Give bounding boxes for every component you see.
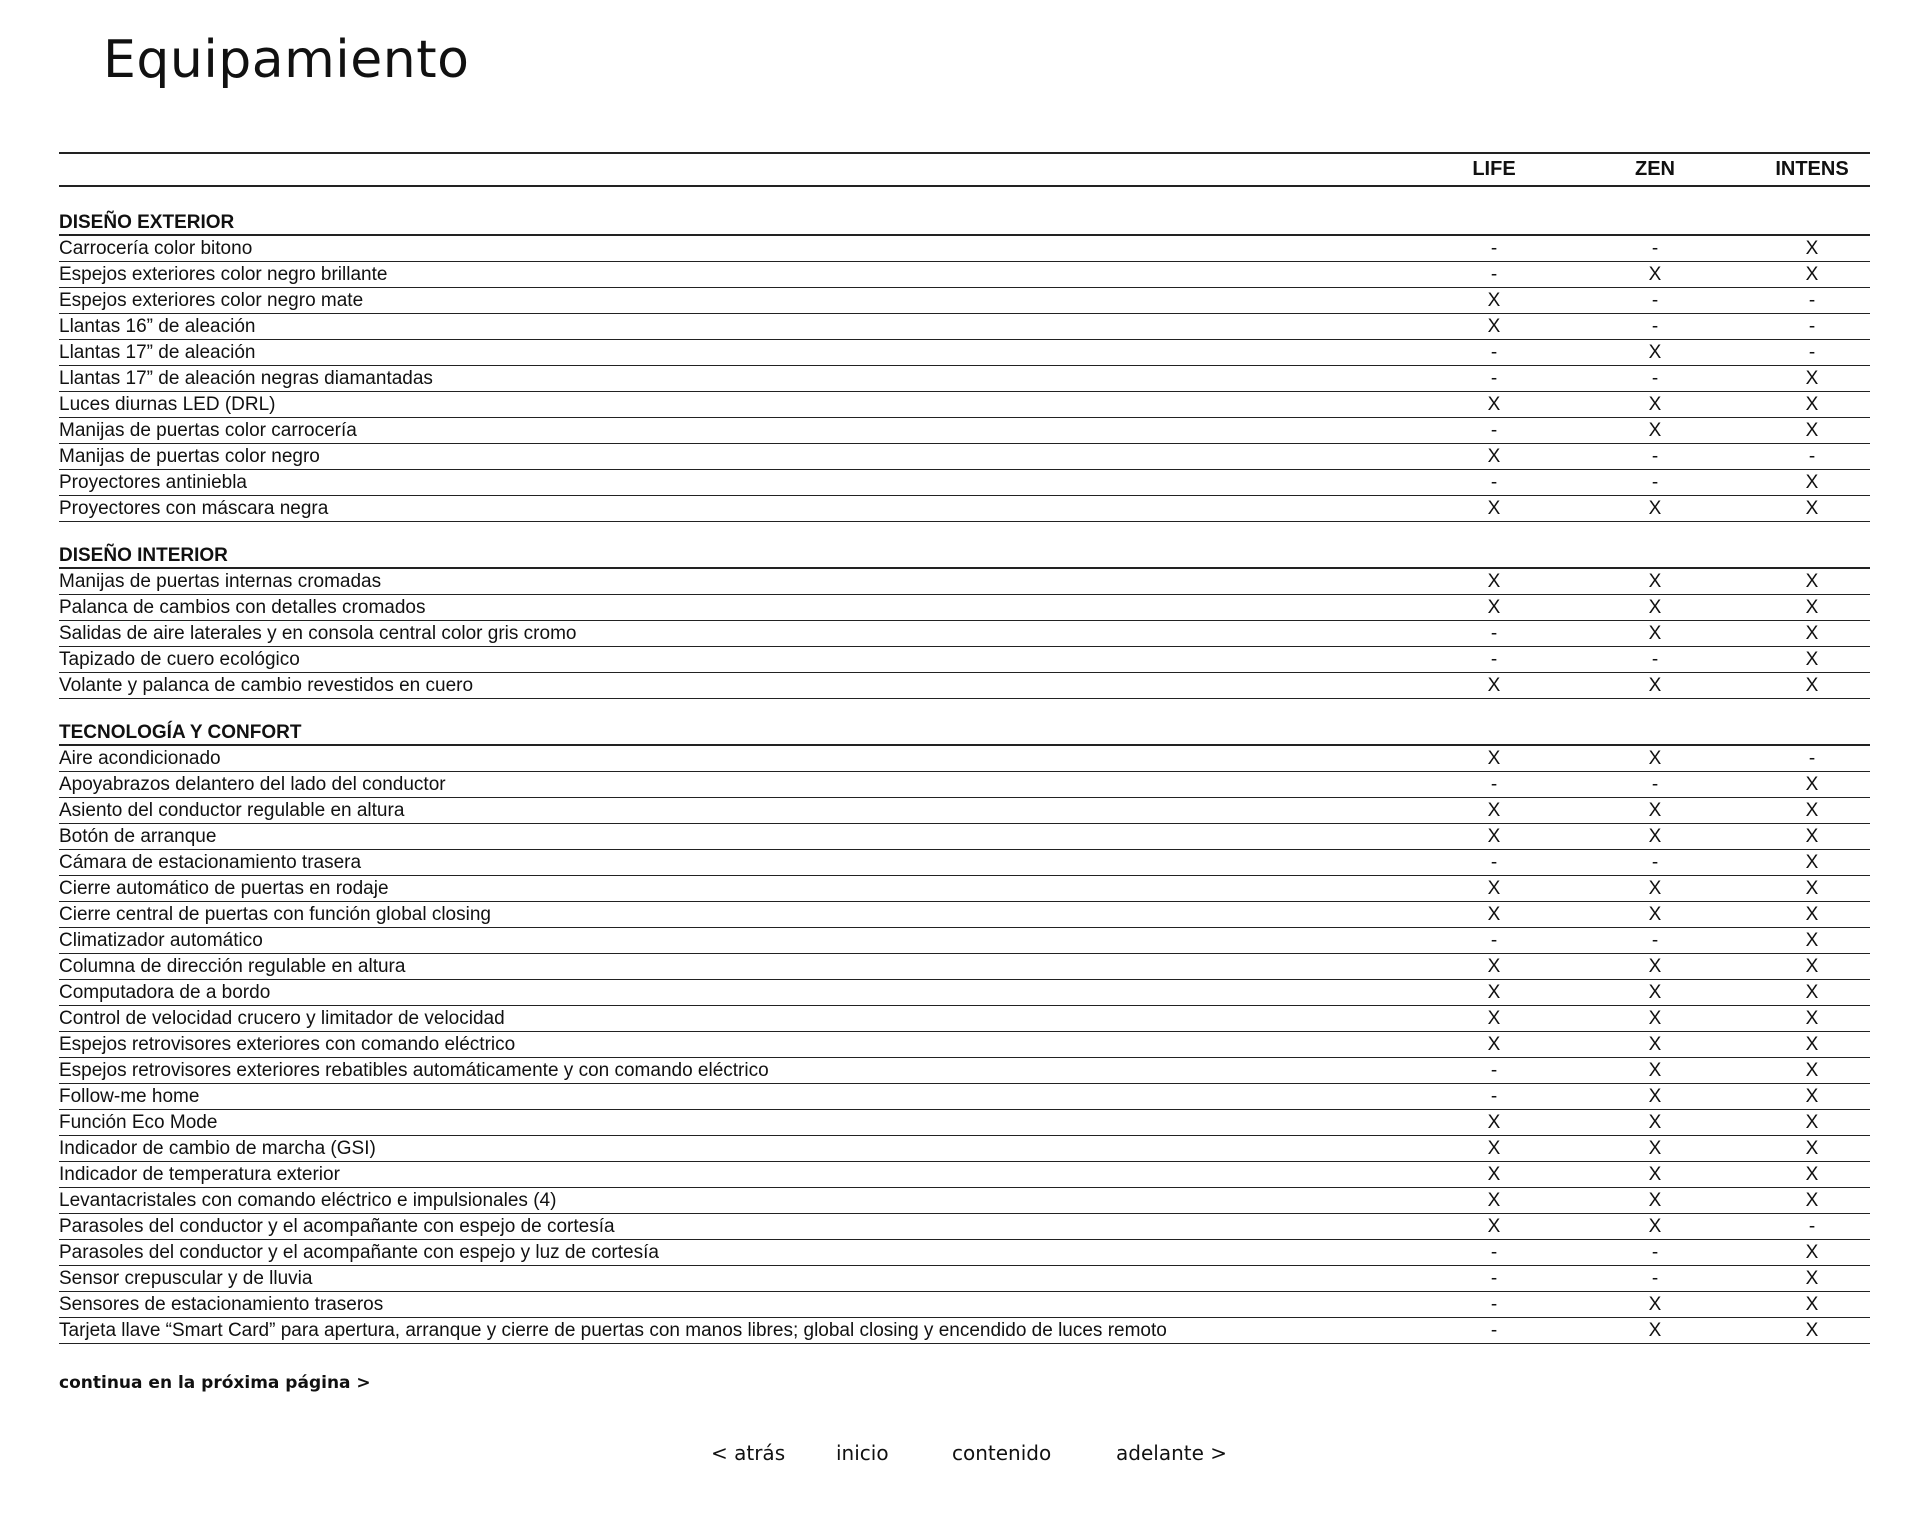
table-row bbox=[59, 1318, 1870, 1344]
cell-value: X bbox=[1487, 1112, 1501, 1133]
cell-value: - bbox=[1490, 649, 1498, 670]
cell-value: - bbox=[1490, 1086, 1498, 1107]
table-row bbox=[59, 236, 1870, 262]
cell-value: X bbox=[1805, 472, 1819, 493]
cell-value: X bbox=[1487, 1034, 1501, 1055]
row-label: Espejos exteriores color negro mate bbox=[59, 290, 364, 311]
page-title: Equipamiento bbox=[103, 30, 470, 90]
cell-value: X bbox=[1487, 290, 1501, 311]
table-section bbox=[59, 719, 1870, 1344]
cell-value: X bbox=[1487, 982, 1501, 1003]
table-row bbox=[59, 1292, 1870, 1318]
cell-value: X bbox=[1805, 930, 1819, 951]
cell-value: - bbox=[1651, 446, 1659, 467]
table-row bbox=[59, 928, 1870, 954]
row-label: Llantas 17” de aleación negras diamantadas bbox=[59, 368, 433, 389]
row-label: Manijas de puertas color carrocería bbox=[59, 420, 357, 441]
cell-value: X bbox=[1487, 1190, 1501, 1211]
cell-value: X bbox=[1487, 446, 1501, 467]
cell-value: X bbox=[1805, 675, 1819, 696]
cell-value: - bbox=[1490, 852, 1498, 873]
table-section bbox=[59, 542, 1870, 699]
cell-value: X bbox=[1487, 394, 1501, 415]
row-label: Volante y palanca de cambio revestidos en cuero bbox=[59, 675, 474, 696]
row-label: Sensor crepuscular y de lluvia bbox=[59, 1268, 313, 1289]
cell-value: X bbox=[1487, 316, 1501, 337]
table-row bbox=[59, 876, 1870, 902]
cell-value: X bbox=[1487, 1138, 1501, 1159]
cell-value: X bbox=[1487, 1164, 1501, 1185]
table-row bbox=[59, 366, 1870, 392]
row-label: Asiento del conductor regulable en altura bbox=[59, 800, 405, 821]
cell-value: X bbox=[1648, 1086, 1662, 1107]
cell-value: X bbox=[1805, 264, 1819, 285]
row-label: Tarjeta llave “Smart Card” para apertura, arranque y cierre de puertas con manos libres; global closing y encendido de luces remoto bbox=[59, 1320, 1167, 1341]
cell-value: X bbox=[1487, 498, 1501, 519]
cell-value: X bbox=[1648, 498, 1662, 519]
cell-value: X bbox=[1648, 982, 1662, 1003]
cell-value: X bbox=[1648, 748, 1662, 769]
cell-value: - bbox=[1651, 238, 1659, 259]
cell-value: - bbox=[1651, 290, 1659, 311]
table-row bbox=[59, 1240, 1870, 1266]
table-row bbox=[59, 314, 1870, 340]
row-label: Parasoles del conductor y el acompañante con espejo y luz de cortesía bbox=[59, 1242, 659, 1263]
cell-value: - bbox=[1490, 1242, 1498, 1263]
cell-value: X bbox=[1648, 826, 1662, 847]
table-row bbox=[59, 954, 1870, 980]
cell-value: - bbox=[1490, 1294, 1498, 1315]
cell-value: - bbox=[1651, 649, 1659, 670]
cell-value: X bbox=[1648, 1294, 1662, 1315]
table-row bbox=[59, 647, 1870, 673]
page-navigation bbox=[0, 1441, 1920, 1471]
cell-value: X bbox=[1648, 1164, 1662, 1185]
nav-next-link[interactable]: adelante > bbox=[1116, 1441, 1228, 1465]
table-section bbox=[59, 209, 1870, 522]
cell-value: - bbox=[1808, 446, 1816, 467]
table-row bbox=[59, 496, 1870, 522]
table-row bbox=[59, 824, 1870, 850]
table-row bbox=[59, 340, 1870, 366]
cell-value: X bbox=[1487, 904, 1501, 925]
cell-value: - bbox=[1490, 1320, 1498, 1341]
row-label: Función Eco Mode bbox=[59, 1112, 218, 1133]
cell-value: X bbox=[1648, 878, 1662, 899]
column-header-intens: INTENS bbox=[1775, 158, 1849, 180]
row-label: Proyectores con máscara negra bbox=[59, 498, 329, 519]
cell-value: X bbox=[1648, 1320, 1662, 1341]
table-row bbox=[59, 673, 1870, 699]
cell-value: X bbox=[1805, 774, 1819, 795]
row-label: Manijas de puertas internas cromadas bbox=[59, 571, 382, 592]
cell-value: X bbox=[1805, 597, 1819, 618]
row-label: Control de velocidad crucero y limitador de velocidad bbox=[59, 1008, 505, 1029]
cell-value: - bbox=[1651, 368, 1659, 389]
cell-value: - bbox=[1490, 1060, 1498, 1081]
cell-value: X bbox=[1648, 675, 1662, 696]
row-label: Espejos retrovisores exteriores con comando eléctrico bbox=[59, 1034, 516, 1055]
cell-value: X bbox=[1487, 1008, 1501, 1029]
cell-value: X bbox=[1487, 597, 1501, 618]
table-row bbox=[59, 595, 1870, 621]
cell-value: - bbox=[1490, 368, 1498, 389]
cell-value: - bbox=[1490, 264, 1498, 285]
cell-value: X bbox=[1648, 264, 1662, 285]
cell-value: X bbox=[1648, 1216, 1662, 1237]
row-label: Llantas 17” de aleación bbox=[59, 342, 256, 363]
row-label: Espejos exteriores color negro brillante bbox=[59, 264, 388, 285]
table-row bbox=[59, 746, 1870, 772]
table-row bbox=[59, 621, 1870, 647]
row-label: Llantas 16” de aleación bbox=[59, 316, 256, 337]
cell-value: X bbox=[1805, 1320, 1819, 1341]
cell-value: X bbox=[1805, 1086, 1819, 1107]
row-label: Climatizador automático bbox=[59, 930, 263, 951]
table-row bbox=[59, 1162, 1870, 1188]
table-row bbox=[59, 902, 1870, 928]
cell-value: X bbox=[1648, 420, 1662, 441]
row-label: Cierre automático de puertas en rodaje bbox=[59, 878, 389, 899]
cell-value: X bbox=[1805, 826, 1819, 847]
cell-value: X bbox=[1805, 904, 1819, 925]
table-row bbox=[59, 418, 1870, 444]
cell-value: X bbox=[1648, 1190, 1662, 1211]
cell-value: X bbox=[1487, 571, 1501, 592]
cell-value: X bbox=[1805, 623, 1819, 644]
cell-value: X bbox=[1805, 982, 1819, 1003]
row-label: Levantacristales con comando eléctrico e impulsionales (4) bbox=[59, 1190, 557, 1211]
cell-value: X bbox=[1648, 597, 1662, 618]
row-label: Palanca de cambios con detalles cromados bbox=[59, 597, 426, 618]
row-label: Indicador de temperatura exterior bbox=[59, 1164, 340, 1185]
cell-value: X bbox=[1487, 800, 1501, 821]
cell-value: - bbox=[1651, 1242, 1659, 1263]
table-header bbox=[59, 152, 1870, 187]
table-row bbox=[59, 1006, 1870, 1032]
row-label: Aire acondicionado bbox=[59, 748, 221, 769]
cell-value: - bbox=[1808, 1216, 1816, 1237]
cell-value: - bbox=[1651, 852, 1659, 873]
cell-value: X bbox=[1648, 623, 1662, 644]
table-row bbox=[59, 444, 1870, 470]
cell-value: X bbox=[1805, 571, 1819, 592]
row-label: Apoyabrazos delantero del lado del conductor bbox=[59, 774, 446, 795]
cell-value: - bbox=[1490, 1268, 1498, 1289]
cell-value: - bbox=[1651, 472, 1659, 493]
cell-value: X bbox=[1805, 878, 1819, 899]
row-label: Botón de arranque bbox=[59, 826, 217, 847]
cell-value: - bbox=[1490, 623, 1498, 644]
cell-value: X bbox=[1487, 675, 1501, 696]
table-row bbox=[59, 1266, 1870, 1292]
cell-value: X bbox=[1648, 800, 1662, 821]
column-header-zen: ZEN bbox=[1635, 158, 1675, 180]
table-row bbox=[59, 772, 1870, 798]
row-label: Sensores de estacionamiento traseros bbox=[59, 1294, 384, 1315]
cell-value: X bbox=[1805, 1112, 1819, 1133]
cell-value: - bbox=[1651, 774, 1659, 795]
table-row bbox=[59, 1058, 1870, 1084]
row-label: Parasoles del conductor y el acompañante con espejo de cortesía bbox=[59, 1216, 615, 1237]
row-label: Follow-me home bbox=[59, 1086, 200, 1107]
table-row bbox=[59, 470, 1870, 496]
nav-contents-link[interactable]: contenido bbox=[952, 1441, 1052, 1465]
cell-value: X bbox=[1648, 1034, 1662, 1055]
cell-value: X bbox=[1487, 878, 1501, 899]
cell-value: X bbox=[1805, 420, 1819, 441]
cell-value: X bbox=[1648, 904, 1662, 925]
cell-value: - bbox=[1490, 472, 1498, 493]
cell-value: X bbox=[1805, 238, 1819, 259]
nav-back-link[interactable]: < atrás bbox=[711, 1441, 786, 1465]
cell-value: - bbox=[1490, 420, 1498, 441]
cell-value: X bbox=[1805, 800, 1819, 821]
table-row bbox=[59, 1188, 1870, 1214]
cell-value: - bbox=[1808, 290, 1816, 311]
cell-value: - bbox=[1808, 316, 1816, 337]
cell-value: X bbox=[1805, 956, 1819, 977]
cell-value: X bbox=[1805, 1242, 1819, 1263]
cell-value: X bbox=[1487, 748, 1501, 769]
cell-value: X bbox=[1648, 1138, 1662, 1159]
equipment-table bbox=[59, 152, 1870, 1344]
table-row bbox=[59, 1136, 1870, 1162]
table-row bbox=[59, 392, 1870, 418]
table-row bbox=[59, 1110, 1870, 1136]
cell-value: X bbox=[1648, 956, 1662, 977]
table-row bbox=[59, 1084, 1870, 1110]
cell-value: X bbox=[1805, 1190, 1819, 1211]
table-row bbox=[59, 980, 1870, 1006]
row-label: Espejos retrovisores exteriores rebatibles automáticamente y con comando eléctrico bbox=[59, 1060, 769, 1081]
cell-value: X bbox=[1487, 956, 1501, 977]
row-label: Manijas de puertas color negro bbox=[59, 446, 320, 467]
row-label: Columna de dirección regulable en altura bbox=[59, 956, 406, 977]
row-label: Cámara de estacionamiento trasera bbox=[59, 852, 362, 873]
cell-value: X bbox=[1648, 1008, 1662, 1029]
row-label: Salidas de aire laterales y en consola central color gris cromo bbox=[59, 623, 577, 644]
nav-home-link[interactable]: inicio bbox=[836, 1441, 889, 1465]
cell-value: X bbox=[1805, 368, 1819, 389]
cell-value: - bbox=[1490, 238, 1498, 259]
cell-value: X bbox=[1487, 826, 1501, 847]
row-label: Indicador de cambio de marcha (GSI) bbox=[59, 1138, 376, 1159]
cell-value: X bbox=[1487, 1216, 1501, 1237]
cell-value: X bbox=[1648, 394, 1662, 415]
section-title: DISEÑO INTERIOR bbox=[59, 542, 1870, 569]
cell-value: X bbox=[1805, 649, 1819, 670]
table-row bbox=[59, 1214, 1870, 1240]
cell-value: X bbox=[1805, 1034, 1819, 1055]
table-row bbox=[59, 288, 1870, 314]
cell-value: X bbox=[1805, 852, 1819, 873]
cell-value: X bbox=[1805, 394, 1819, 415]
cell-value: - bbox=[1490, 774, 1498, 795]
row-label: Computadora de a bordo bbox=[59, 982, 271, 1003]
cell-value: X bbox=[1805, 1294, 1819, 1315]
row-label: Carrocería color bitono bbox=[59, 238, 253, 259]
cell-value: X bbox=[1648, 1112, 1662, 1133]
section-title: DISEÑO EXTERIOR bbox=[59, 209, 1870, 236]
table-row bbox=[59, 798, 1870, 824]
table-row bbox=[59, 569, 1870, 595]
table-row bbox=[59, 262, 1870, 288]
table-row bbox=[59, 850, 1870, 876]
cell-value: - bbox=[1490, 930, 1498, 951]
row-label: Proyectores antiniebla bbox=[59, 472, 247, 493]
row-label: Cierre central de puertas con función global closing bbox=[59, 904, 491, 925]
cell-value: - bbox=[1651, 1268, 1659, 1289]
section-title: TECNOLOGÍA Y CONFORT bbox=[59, 719, 1870, 746]
cell-value: X bbox=[1648, 342, 1662, 363]
cell-value: X bbox=[1805, 1008, 1819, 1029]
cell-value: X bbox=[1648, 1060, 1662, 1081]
cell-value: X bbox=[1805, 1138, 1819, 1159]
cell-value: - bbox=[1651, 316, 1659, 337]
table-body bbox=[59, 209, 1870, 1344]
table-row bbox=[59, 1032, 1870, 1058]
cell-value: - bbox=[1808, 342, 1816, 363]
row-label: Luces diurnas LED (DRL) bbox=[59, 394, 276, 415]
cell-value: X bbox=[1805, 1164, 1819, 1185]
cell-value: - bbox=[1808, 748, 1816, 769]
continue-note: continua en la próxima página > bbox=[59, 1373, 371, 1393]
cell-value: - bbox=[1490, 342, 1498, 363]
cell-value: X bbox=[1805, 1060, 1819, 1081]
row-label: Tapizado de cuero ecológico bbox=[59, 649, 300, 670]
cell-value: X bbox=[1805, 1268, 1819, 1289]
column-header-life: LIFE bbox=[1472, 158, 1516, 180]
cell-value: X bbox=[1648, 571, 1662, 592]
cell-value: X bbox=[1805, 498, 1819, 519]
cell-value: - bbox=[1651, 930, 1659, 951]
